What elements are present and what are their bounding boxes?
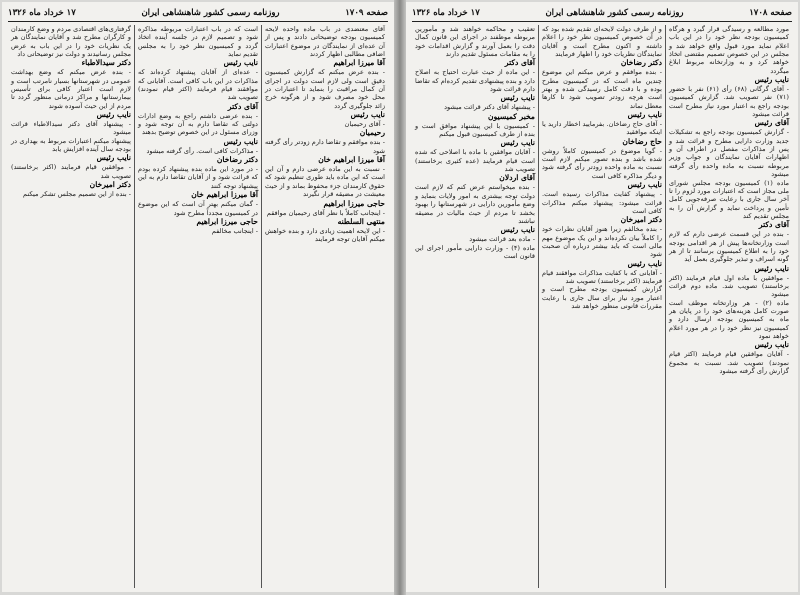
left-page bbox=[2, 2, 394, 592]
left-page-header bbox=[8, 6, 388, 20]
left-column-1 bbox=[262, 25, 388, 588]
text-paragraph: - بنده موافقم و تقاضا دارم زودتر رأی گرفته شود bbox=[265, 138, 385, 155]
text-paragraph: - گویا موضوع در کمیسیون کاملاً روشن شده باشد و بنده تصور میکنم لازم است نسبت به ماده واحده زودتر رأی گرفته شود و دیگر مذاکره کافی است bbox=[542, 146, 662, 180]
speaker-name: آقا میرزا ابراهیم خان bbox=[191, 190, 258, 200]
speaker-name: دکتر رضاخان bbox=[216, 155, 258, 165]
text-paragraph: - پیشنهاد کفایت مذاکرات رسیده است. قرائت میشود: پیشنهاد میکنم مذاکرات کافی است bbox=[542, 190, 662, 215]
right-page bbox=[406, 2, 798, 592]
speaker-name: آقا میرزا ابراهیم bbox=[333, 58, 385, 68]
speaker-name: نایب رئیس bbox=[754, 75, 789, 85]
text-paragraph: ماده (۲) - هر وزارتخانه موظف است صورت کامل هزینه‌های خود را در پایان هر ماه به کمیسیون بودجه ارسال دارد و کمیسیون نیز نظر خود را در هر مورد اعلام خواهد نمود bbox=[669, 298, 789, 340]
speaker-name: رحیمیان bbox=[359, 128, 385, 138]
speaker-name: نایب رئیس bbox=[754, 263, 789, 273]
speaker-name: نایب رئیس bbox=[223, 136, 258, 146]
left-page-date: ۱۷ خرداد ماه ۱۳۲۶ bbox=[8, 8, 76, 18]
speaker-name: نایب رئیس bbox=[627, 258, 662, 268]
speaker-name: نایب رئیس bbox=[627, 180, 662, 190]
text-paragraph: گزارش کمیسیون بودجه مطرح است و اعتبار مورد نیاز برای سال جاری با رعایت مقررات قانونی منظور خواهد شد bbox=[542, 285, 662, 310]
left-header-rule bbox=[8, 21, 388, 22]
speaker-name: نایب رئیس bbox=[350, 110, 385, 120]
right-column-1 bbox=[666, 25, 792, 588]
text-paragraph: - گزارش کمیسیون بودجه راجع به تشکیلات جدید وزارت دارایی مطرح و قرائت شد و پس از مذاکرات مفصل در اطراف آن و اظهارات آقایان نمایندگان و جواب وزیر مربوطه نسبت به ماده واحده رأی گرفته میشود bbox=[669, 128, 789, 179]
text-paragraph: - موافقین با ماده اول قیام فرمایند (اکثر برخاستند) تصویب شد. ماده دوم قرائت میشود bbox=[669, 273, 789, 299]
text-paragraph: - بنده عرض میکنم که وضع بهداشت عمومی در شهرستانها بسیار نامرتب است و لازم است اعتبار کافی برای تأسیس بیمارستانها و مراکز درمانی منظور گردد تا مردم از این حیث آسوده شوند bbox=[11, 68, 131, 110]
speaker-name: نایب رئیس bbox=[96, 110, 131, 120]
text-paragraph: و از طرف دولت لایحه‌ای تقدیم شده بود که در آن خصوص کمیسیون نظر خود را اعلام داشته و اکنون مطرح است و آقایان نمایندگان نظریات خود را اظهار فرمایند bbox=[542, 25, 662, 59]
speaker-name: نایب رئیس bbox=[500, 138, 535, 148]
text-paragraph: - بنده عرضی داشتم راجع به وضع ادارات دولتی که تقاضا دارم به آن توجه شود و وزرای مسئول در این خصوص توضیح بدهند bbox=[138, 111, 258, 137]
text-paragraph: - بنده در این قسمت عرضی دارم که لازم است وزارتخانه‌ها پیش از هر اقدامی بودجه خود را به اطلاع کمیسیون برسانند تا از هر گونه اسراف و تبذیر جلوگیری بعمل آید bbox=[669, 230, 789, 264]
speaker-name: دکتر امیرخان bbox=[620, 215, 662, 225]
speaker-name: دکتر سیدالاطباء bbox=[81, 58, 131, 68]
text-paragraph: - ماده بعد قرائت میشود bbox=[469, 235, 535, 244]
speaker-name: نایب رئیس bbox=[627, 110, 662, 120]
text-paragraph: - اینجانب کاملاً با نظر آقای رحیمیان موافقم bbox=[266, 208, 385, 217]
text-paragraph: - نسبت به این ماده عرضی دارم و آن این است که این ماده باید طوری تنظیم شود که حقوق کارمندان جزء محفوظ بماند و از حیث معیشت در مضیقه قرار نگیرند bbox=[265, 165, 385, 199]
text-paragraph: - بنده از این تصمیم مجلس تشکر میکنم bbox=[22, 190, 131, 199]
speaker-name: دکتر امیرخان bbox=[89, 180, 131, 190]
text-paragraph: گرفتاری‌های اقتصادی مردم و وضع کارمندان و کارگران مطرح شد و آقایان نمایندگان هر یک نظریات خود را در این باب به عرض مجلس رسانیدند و دولت نیز توضیحاتی داد bbox=[11, 25, 131, 59]
speaker-name: آقای دکتر bbox=[227, 101, 258, 111]
text-paragraph: - آقایان موافقین با ماده با اصلاحی که شده است قیام فرمایند (عده کثیری برخاستند) تصویب شد bbox=[415, 148, 535, 174]
right-page-date: ۱۷ خرداد ماه ۱۳۲۶ bbox=[412, 8, 480, 18]
speaker-name: آقا میرزا ابراهیم خان bbox=[318, 155, 385, 165]
right-column-2 bbox=[539, 25, 665, 588]
speaker-name: نایب رئیس bbox=[96, 153, 131, 163]
speaker-name: نایب رئیس bbox=[500, 225, 535, 235]
right-page-columns bbox=[412, 25, 792, 588]
left-column-2 bbox=[135, 25, 261, 588]
text-paragraph: - آقای گرگانی (۶۸) رأی (۶۱) نفر با حضور (۷۱) نفر تصویب شد. گزارش کمیسیون بودجه راجع به اعتبار مورد نیاز مطرح است قرائت میشود bbox=[669, 85, 790, 119]
speaker-name: دکتر رضاخان bbox=[620, 58, 662, 68]
text-paragraph: - آقای حاج رضاخان. بفرمایید اخطار دارید یا اینکه موافقید bbox=[542, 120, 662, 137]
text-paragraph: آقای معتضدی در باب ماده واحده لایحه کمیسیون بودجه توضیحاتی دادند و پس از آن عده‌ای از نمایندگان در موضوع اعتبارات اضافی مطالبی اظهار کردند bbox=[265, 25, 385, 59]
text-paragraph: ماده (۱) کمیسیون بودجه مجلس شورای ملی مجاز است که اعتبارات مورد لزوم را تا آخر سال جاری با رعایت صرفه‌جویی کامل تأمین و پرداخت نماید و گزارش آن را به مجلس تقدیم کند bbox=[669, 178, 789, 220]
text-paragraph: ماده (۴) - وزارت دارایی مأمور اجرای این قانون است bbox=[415, 243, 535, 260]
text-paragraph: مورد مطالعه و رسیدگی قرار گیرد و هرگاه کمیسیون بودجه نظر خود را در این باب اعلام نماید مورد قبول واقع خواهد شد و مجلس در این خصوص تصمیم مقتضی اتخاذ خواهد کرد و به وزارتخانه مربوط ابلاغ میگردد bbox=[669, 25, 789, 75]
speaker-name: حاجی میرزا ابراهیم bbox=[323, 198, 385, 208]
speaker-name: آقای رئیس bbox=[754, 118, 789, 128]
left-page-title: روزنامه رسمی کشور شاهنشاهی ایران bbox=[141, 8, 280, 18]
text-paragraph: - این ماده از حیث عبارت احتیاج به اصلاح دارد و بنده پیشنهادی تقدیم کرده‌ام که تقاضا دارم قرائت شود bbox=[415, 68, 535, 94]
text-paragraph: - این لایحه اهمیت زیادی دارد و بنده خواهش میکنم آقایان توجه فرمایند bbox=[265, 226, 385, 244]
text-paragraph: - در مورد این ماده بنده پیشنهاد کرده بودم که قرائت شود و از آقایان تقاضا دارم به این پیشنهاد توجه کنند bbox=[138, 165, 258, 190]
text-paragraph: است که در باب اعتبارات مربوطه مذاکره شود و تصمیم لازم در جلسه آینده اتخاذ گردد و کمیسیون نظر خود را به مجلس تقدیم نماید bbox=[138, 25, 258, 59]
text-paragraph: - آقای رحیمیان bbox=[344, 120, 385, 129]
book-gutter bbox=[394, 0, 406, 595]
right-page-header bbox=[412, 6, 792, 20]
speaker-name: مخبر کمیسیون bbox=[488, 111, 535, 121]
speaker-name: آقای اردلان bbox=[499, 173, 535, 183]
text-paragraph: - بنده میخواستم عرض کنم که لازم است دولت توجه بیشتری به امور ولایات بنماید و وضع مأمورین دارایی در شهرستانها را بهبود بخشد تا مردم از حیث مالیات در مضیقه نباشند bbox=[415, 183, 535, 225]
text-paragraph: - بنده موافقم و عرض میکنم این موضوع چندین ماه است که در کمیسیون مطرح بوده و با دقت کامل رسیدگی شده و بهتر است هرچه زودتر تصویب شود تا کارها معطل نماند bbox=[542, 68, 662, 110]
speaker-name: منتهی السلطنه bbox=[337, 216, 385, 226]
text-paragraph: - کمیسیون با این پیشنهاد موافق است و بنده از طرف کمیسیون قبول میکنم bbox=[415, 121, 535, 139]
text-paragraph: - آقایانی که با کفایت مذاکرات موافقند قیام فرمایند (اکثر برخاستند) تصویب شد bbox=[542, 268, 662, 285]
left-column-3 bbox=[8, 25, 134, 588]
text-paragraph: پیشنهاد میکنم اعتبارات مربوط به بهداری در بودجه سال آینده افزایش یابد bbox=[11, 136, 131, 154]
text-paragraph: - بنده عرض میکنم که گزارش کمیسیون دقیق است ولی لازم است دولت در اجرای آن کمال مراقبت را بنماید تا اعتبارات در محل خود مصرف شود و از هرگونه خرج زائد جلوگیری گردد bbox=[265, 68, 385, 110]
speaker-name: نایب رئیس bbox=[754, 340, 789, 350]
text-paragraph: - اینجانب مخالفم bbox=[211, 226, 258, 235]
speaker-name: حاجی میرزا ابراهیم bbox=[196, 216, 258, 226]
right-column-3 bbox=[412, 25, 538, 588]
right-header-rule bbox=[412, 21, 792, 22]
text-paragraph: - مذاکرات کافی است. رأی گرفته میشود bbox=[146, 146, 258, 155]
text-paragraph: - پیشنهاد آقای دکتر سیدالاطباء قرائت میشود bbox=[11, 120, 131, 137]
speaker-name: نایب رئیس bbox=[500, 93, 535, 103]
text-paragraph: - گمان میکنم بهتر آن است که این موضوع در کمیسیون مجدداً مطرح شود bbox=[138, 200, 258, 217]
speaker-name: نایب رئیس bbox=[223, 58, 258, 68]
right-page-title: روزنامه رسمی کشور شاهنشاهی ایران bbox=[545, 8, 684, 18]
text-paragraph: - پیشنهاد آقای دکتر قرائت میشود bbox=[444, 103, 535, 112]
left-page-columns bbox=[8, 25, 388, 588]
speaker-name: آقای دکتر bbox=[504, 58, 535, 68]
text-paragraph: - عده‌ای از آقایان پیشنهاد کرده‌اند که مذاکرات در این باب کافی است. آقایانی که موافقند قیام فرمایند (اکثر قیام نمودند) تصویب شد bbox=[138, 68, 258, 102]
speaker-name: حاج رضاخان bbox=[622, 136, 662, 146]
speaker-name: آقای دکتر bbox=[758, 220, 789, 230]
text-paragraph: - موافقین قیام فرمایند (اکثر برخاستند) تصویب شد bbox=[11, 163, 131, 180]
right-page-number: صفحه ۱۷۰۸ bbox=[749, 8, 792, 18]
text-paragraph: - بنده مخالفم زیرا هنوز آقایان نظرات خود را کاملاً بیان نکرده‌اند و این یک موضوع مهم مالی است که باید بیشتر درباره آن صحبت شود bbox=[542, 225, 662, 259]
text-paragraph: - آقایان موافقین قیام فرمایند (اکثر قیام نمودند) تصویب شد. نسبت به مجموع گزارش رأی گرفته میشود bbox=[669, 350, 789, 376]
text-paragraph: تعقیب و محاکمه خواهند شد و مأمورین مربوطه موظفند در اجرای این قانون کمال دقت را بعمل آورند و گزارش اقدامات خود را به مقامات مسئول تقدیم دارند bbox=[415, 25, 535, 59]
left-page-number: صفحه ۱۷۰۹ bbox=[345, 8, 388, 18]
